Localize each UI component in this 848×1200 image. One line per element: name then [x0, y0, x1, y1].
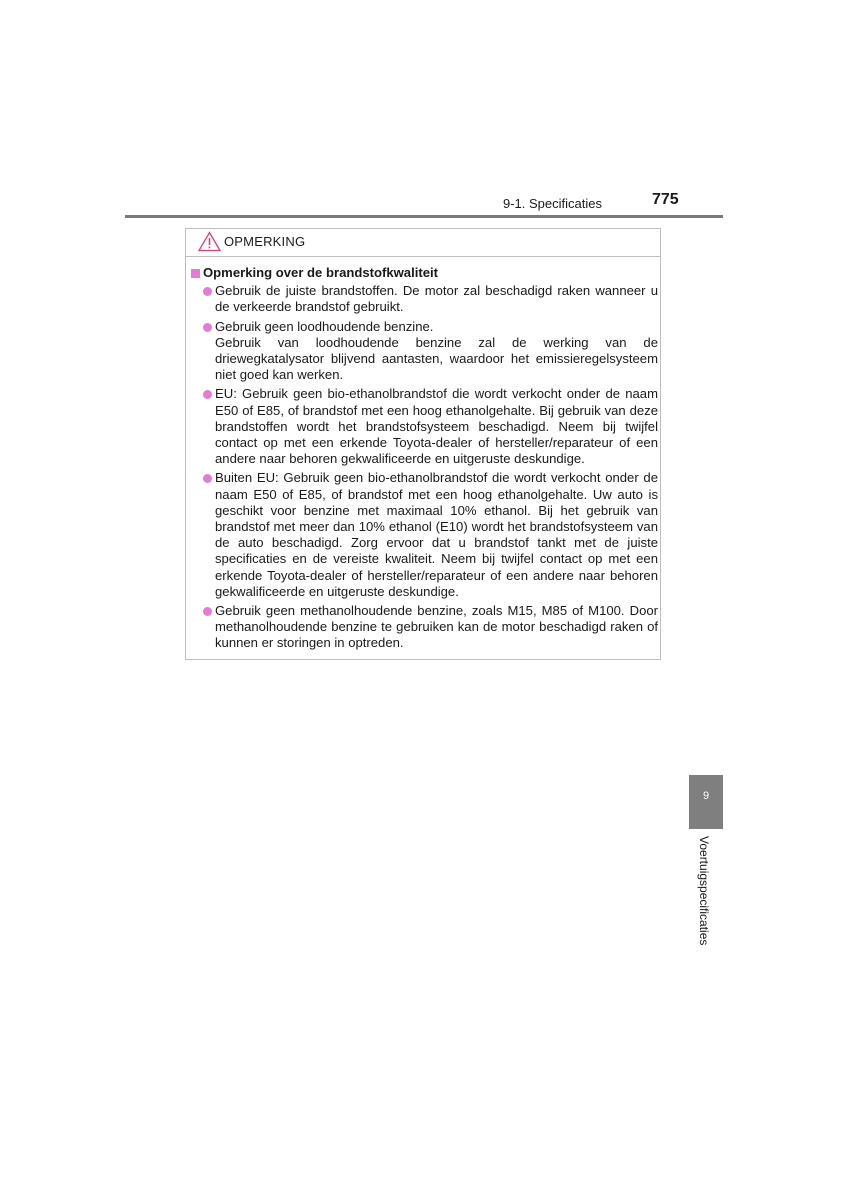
circle-bullet-icon: [203, 287, 212, 296]
notice-body: [190, 265, 658, 655]
page-number: 775: [652, 191, 679, 208]
list-item-text: Gebruik van loodhoudende benzine zal de werking van de driewegkatalysator blijvend aantasten, waardoor het emissieregelsysteem niet goed kan werken.: [215, 334, 658, 383]
list-item: [190, 603, 658, 652]
chapter-tab: [689, 775, 723, 829]
list-item-text: Gebruik de juiste brandstoffen. De motor zal beschadigd raken wanneer u de verkeerde brandstof gebruikt.: [215, 283, 658, 315]
section-title: 9-1. Specificaties: [503, 196, 602, 211]
list-item-text: Buiten EU: Gebruik geen bio-ethanolbrandstof die wordt verkocht onder de naam E50 of E85, of brandstof met een hoog ethanolgehalte. Uw auto is geschikt voor benzine met maximaal 10% ethanol. Bij het gebruik van brandstof met meer dan 10% ethanol (E10) wordt het brandstofsysteem van de auto beschadigd. Zorg ervoor dat u brandstof tankt met de juiste specificaties en de vereiste kwaliteit. Neem bij twijfel contact op met een erkende Toyota-dealer of hersteller/reparateur of een andere naar behoren gekwalificeerde en uitgeruste deskundige.: [215, 470, 658, 599]
notice-header: [186, 229, 660, 257]
square-bullet-icon: [191, 269, 200, 278]
list-item: [190, 283, 658, 315]
header-divider: [125, 215, 723, 218]
circle-bullet-icon: [203, 474, 212, 483]
list-item: [190, 386, 658, 467]
chapter-number: 9: [702, 790, 710, 802]
list-item: [190, 319, 658, 384]
notice-subheading: [190, 265, 658, 281]
chapter-label: Voertuigspecificaties: [697, 836, 711, 946]
notice-box: [185, 228, 661, 660]
list-item: [190, 470, 658, 600]
circle-bullet-icon: [203, 607, 212, 616]
list-item-text: Gebruik geen loodhoudende benzine.: [215, 318, 434, 334]
list-item-text: EU: Gebruik geen bio-ethanolbrandstof die wordt verkocht onder de naam E50 of E85, of brandstof met een hoog ethanolgehalte. Bij gebruik van deze brandstoffen wordt het brandstofsysteem beschadigd. Neem bij twijfel contact op met een erkende Toyota-dealer of hersteller/reparateur of een andere naar behoren gekwalificeerde en uitgeruste deskundige.: [215, 386, 658, 467]
notice-title: OPMERKING: [224, 234, 306, 249]
subheading-text: Opmerking over de brandstofkwaliteit: [203, 265, 439, 280]
list-item-text: Gebruik geen methanolhoudende benzine, zoals M15, M85 of M100. Door methanolhoudende benzine te gebruiken kan de motor beschadigd raken of kunnen er storingen in optreden.: [215, 603, 658, 651]
warning-triangle-icon: [198, 231, 221, 252]
circle-bullet-icon: [203, 323, 212, 332]
circle-bullet-icon: [203, 390, 212, 399]
